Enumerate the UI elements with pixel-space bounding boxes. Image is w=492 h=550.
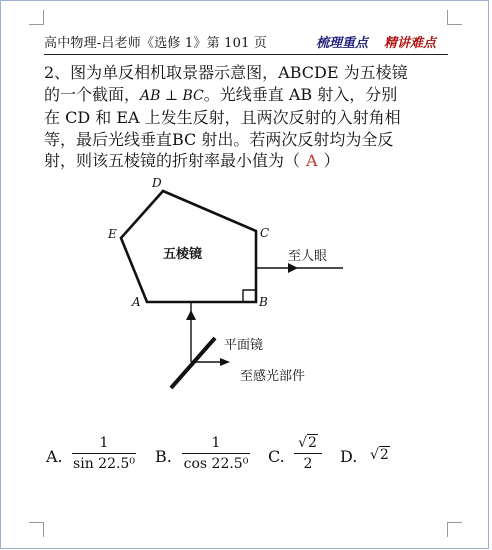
option-c-denominator: 2 xyxy=(303,456,313,472)
header-tag-key-points: 梳理重点 xyxy=(316,36,369,51)
question-line-3: 在 CD 和 EA 上发生反射，且两次反射的入射角相 xyxy=(44,108,401,128)
right-angle-mark xyxy=(243,290,256,302)
header-title: 高中物理-吕老师《选修 1》第 101 页 xyxy=(44,36,268,51)
question-line-5-post: ） xyxy=(323,151,340,171)
option-b-numerator: 1 xyxy=(211,435,221,451)
fraction-bar xyxy=(182,453,250,454)
sensor-label: 至感光部件 xyxy=(240,369,306,384)
question-line-2 xyxy=(44,84,454,108)
vertex-d-label: D xyxy=(152,176,162,190)
option-a-label: A. xyxy=(46,447,63,466)
question-line-1: 2、图为单反相机取景器示意图，ABCDE 为五棱镜 xyxy=(44,63,408,82)
arrow-right-small-icon xyxy=(220,358,230,366)
eye-label: 至人眼 xyxy=(288,249,328,264)
vertex-c-label: C xyxy=(260,226,270,240)
prism-label: 五棱镜 xyxy=(163,247,203,262)
option-b-fraction xyxy=(182,434,250,473)
option-d-radicand: 2 xyxy=(379,447,389,463)
option-d-label: D. xyxy=(340,447,358,466)
option-a-numerator: 1 xyxy=(99,435,109,451)
arrow-right-icon xyxy=(288,263,298,273)
sqrt-icon: √ xyxy=(298,435,307,451)
vertex-b-label: B xyxy=(259,295,268,309)
question-line-5 xyxy=(44,150,454,172)
sqrt-icon: √ xyxy=(370,447,379,463)
prism-diagram xyxy=(0,170,492,400)
question-line-4: 等，最后光线垂直BC 射出。若两次反射均为全反 xyxy=(44,129,394,149)
option-b-denominator: cos 22.5⁰ xyxy=(183,456,249,472)
option-c-fraction xyxy=(294,434,322,473)
crop-mark-top-left xyxy=(29,10,44,25)
crop-mark-bottom-left xyxy=(29,522,44,537)
option-c-radicand: 2 xyxy=(308,435,317,451)
option-b-label: B. xyxy=(155,447,172,466)
crop-mark-top-right xyxy=(447,10,462,25)
option-a-fraction xyxy=(72,434,136,473)
plane-mirror xyxy=(171,338,215,388)
fraction-bar xyxy=(72,453,136,454)
vertex-e-label: E xyxy=(108,227,117,241)
fraction-bar xyxy=(294,453,322,454)
option-d-value xyxy=(370,447,390,463)
answer-letter: A xyxy=(306,151,318,171)
mirror-label: 平面镜 xyxy=(224,338,264,353)
option-c-label: C. xyxy=(268,447,285,466)
option-c-numerator xyxy=(294,434,322,452)
page-header xyxy=(44,36,448,55)
crop-mark-bottom-right xyxy=(447,522,462,537)
question-line-2-post: 。光线垂直 AB 射入，分别 xyxy=(203,84,398,104)
question-line-5-pre: 射，则该五棱镜的折射率最小值为（ xyxy=(44,151,301,171)
perpendicular-formula: AB ⊥ BC xyxy=(140,87,204,104)
header-tag-difficult-points: 精讲难点 xyxy=(384,36,437,51)
arrow-up-icon xyxy=(186,310,196,320)
vertex-a-label: A xyxy=(132,295,141,309)
option-a-denominator: sin 22.5⁰ xyxy=(73,456,135,472)
question-text xyxy=(44,62,454,172)
question-line-2-pre: 的一个截面， xyxy=(44,84,141,104)
